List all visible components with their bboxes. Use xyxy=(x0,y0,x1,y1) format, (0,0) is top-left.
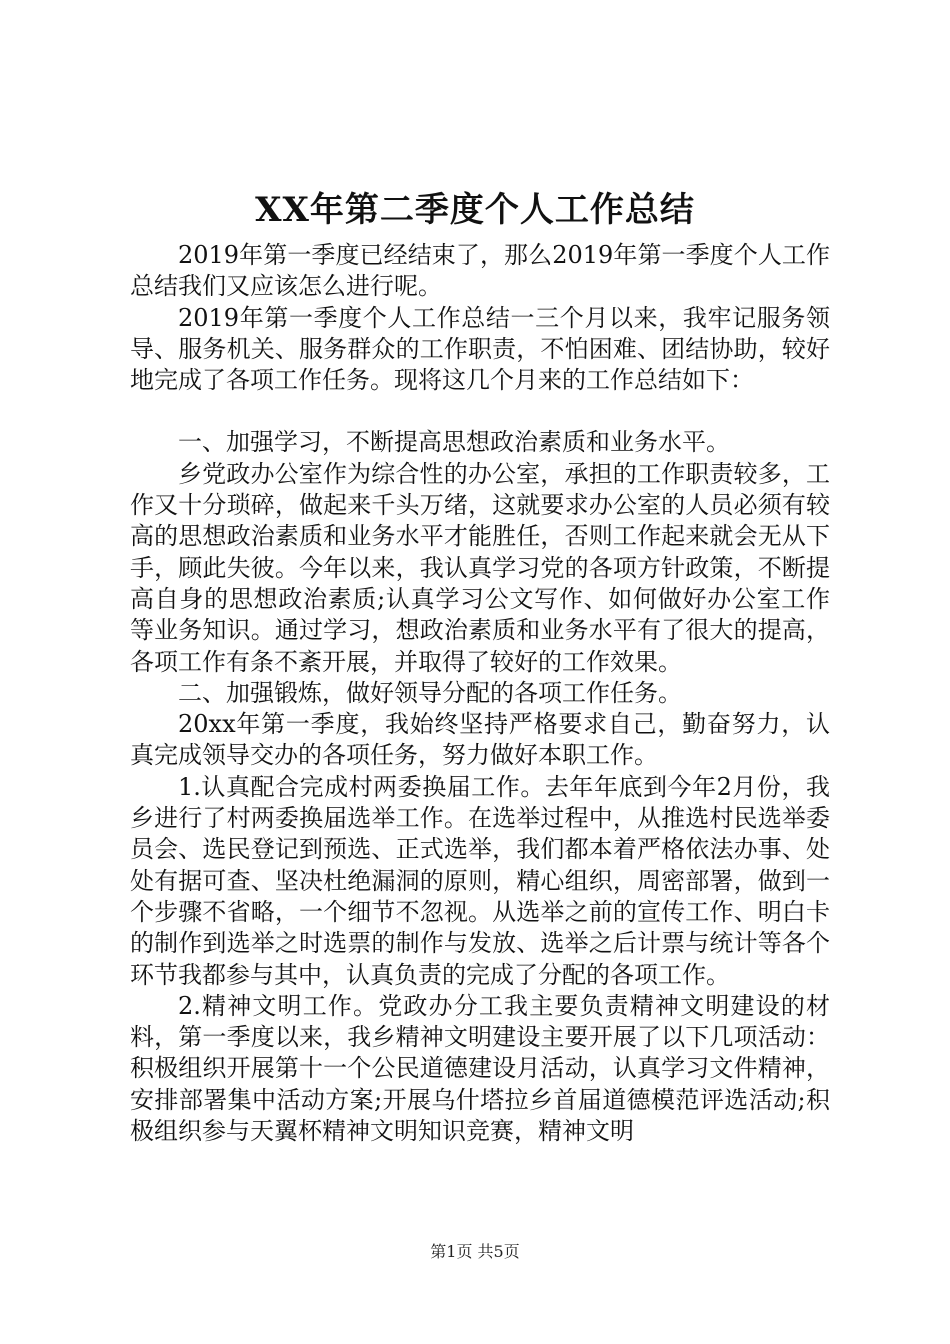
paragraph-overview: 2019年第一季度个人工作总结一三个月以来，我牢记服务领导、服务机关、服务群众的工作职责，不怕困难、团结协助，较好地完成了各项工作任务。现将这几个月来的工作总结如下： xyxy=(130,303,830,395)
paragraph-study: 乡党政办公室作为综合性的办公室，承担的工作职责较多，工作又十分琐碎，做起来千头万绪，这就要求办公室的人员必须有较高的思想政治素质和业务水平才能胜任，否则工作起来就会无从下手，顾此失彼。今年以来，我认真学习党的各项方针政策，不断提高自身的思想政治素质;认真学习公文写作、如何做好办公室工作等业务知识。通过学习，想政治素质和业务水平有了很大的提高，各项工作有条不紊开展，并取得了较好的工作效果。 xyxy=(130,459,830,676)
page-number-footer: 第1页 共5页 xyxy=(430,1242,520,1261)
paragraph-civilization: 2.精神文明工作。党政办分工我主要负责精神文明建设的材料，第一季度以来，我乡精神文明建设主要开展了以下几项活动：积极组织开展第十一个公民道德建设月活动，认真学习文件精神，安排部署集中活动方案;开展乌什塔拉乡首届道德模范评选活动;积极组织参与天翼杯精神文明知识竞赛，精神文明 xyxy=(130,991,830,1146)
paragraph-election: 1.认真配合完成村两委换届工作。去年年底到今年2月份，我乡进行了村两委换届选举工作。在选举过程中，从推选村民选举委员会、选民登记到预选、正式选举，我们都本着严格依法办事、处处有据可查、坚决杜绝漏洞的原则，精心组织，周密部署，做到一个步骤不省略，一个细节不忽视。从选举之前的宣传工作、明白卡的制作到选举之时选票的制作与发放、选举之后计票与统计等各个环节我都参与其中，认真负责的完成了分配的各项工作。 xyxy=(130,772,830,989)
document-title: XX年第二季度个人工作总结 xyxy=(255,190,695,230)
paragraph-practice: 20xx年第一季度，我始终坚持严格要求自己，勤奋努力，认真完成领导交办的各项任务，努力做好本职工作。 xyxy=(130,710,830,770)
document-body xyxy=(130,240,830,1147)
section-heading-study: 一、加强学习，不断提高思想政治素质和业务水平。 xyxy=(178,428,730,457)
paragraph-intro: 2019年第一季度已经结束了，那么2019年第一季度个人工作总结我们又应该怎么进行呢。 xyxy=(130,241,830,301)
section-heading-practice: 二、加强锻炼，做好领导分配的各项工作任务。 xyxy=(178,678,682,707)
